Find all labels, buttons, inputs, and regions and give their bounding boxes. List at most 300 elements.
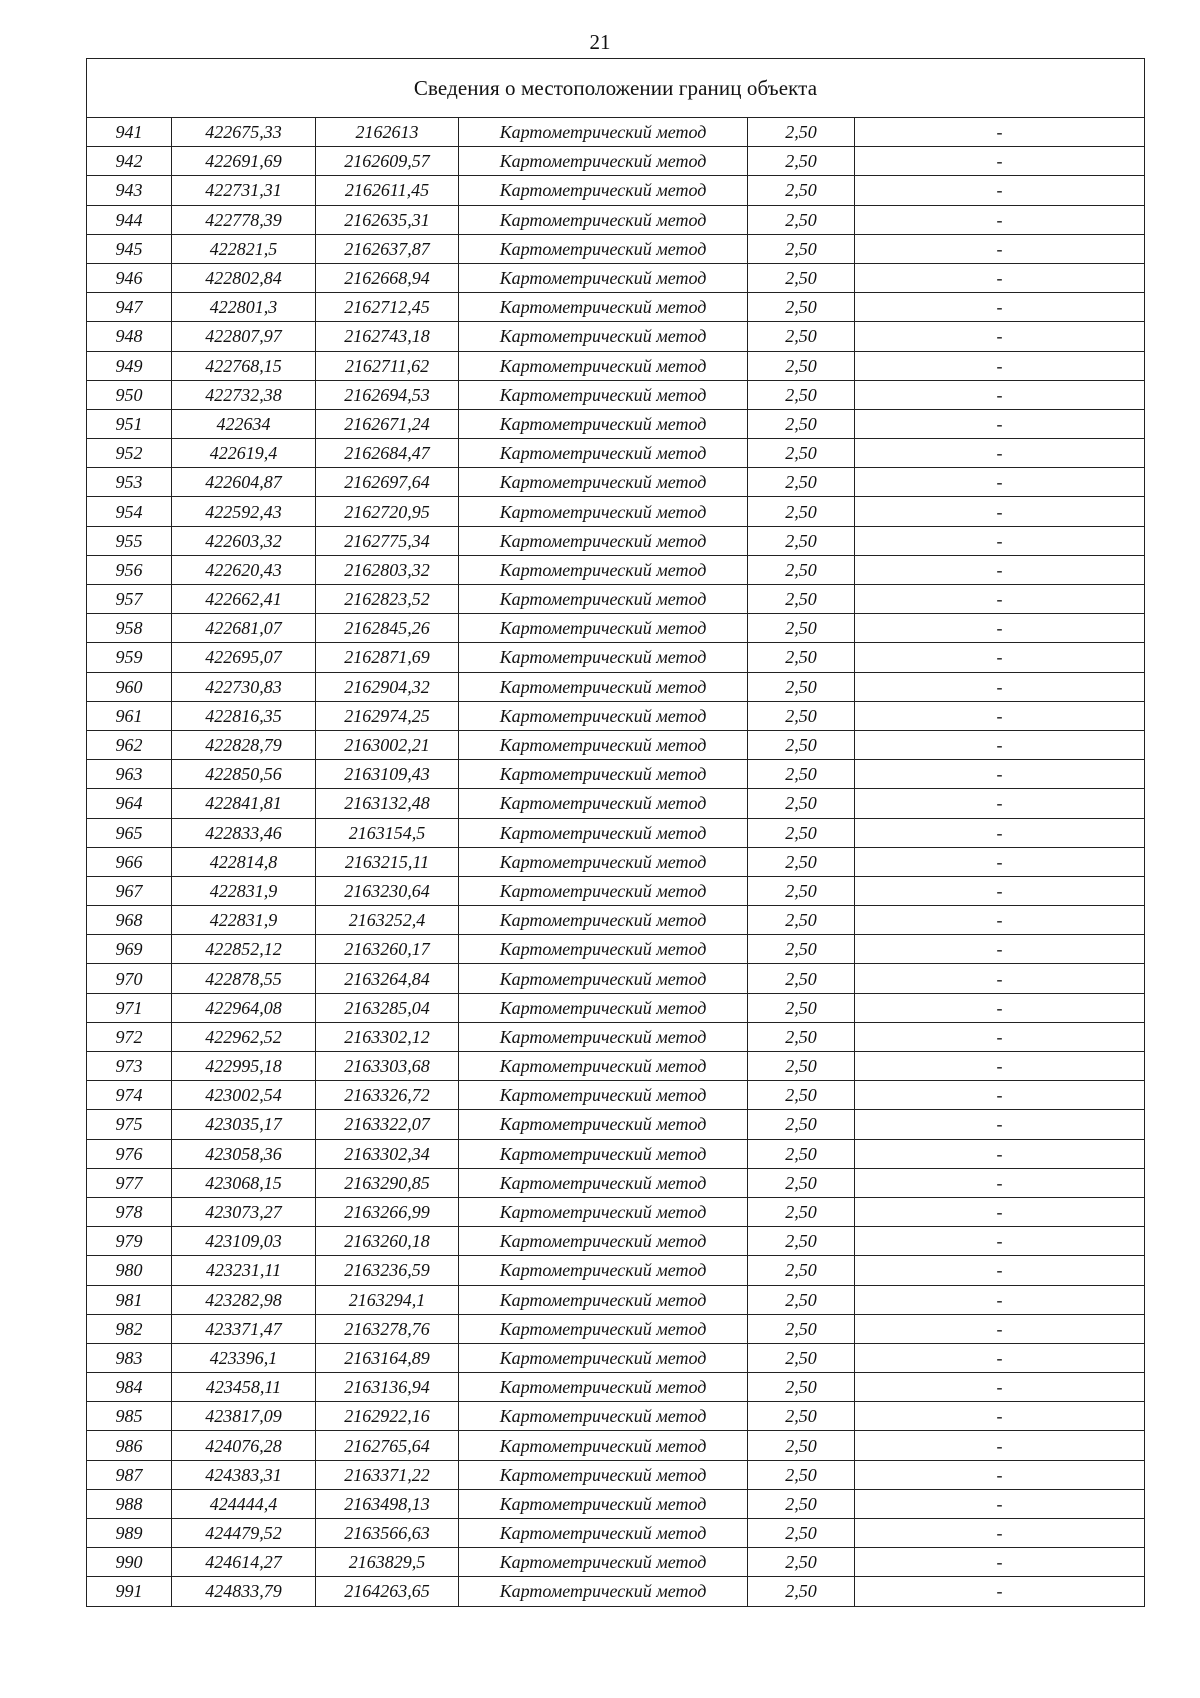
method-cell: Картометрический метод <box>459 1256 748 1285</box>
table-row <box>87 555 1145 584</box>
description-cell: - <box>855 526 1145 555</box>
method-cell: Картометрический метод <box>459 672 748 701</box>
method-cell: Картометрический метод <box>459 1343 748 1372</box>
point-number-cell: 959 <box>87 643 172 672</box>
accuracy-cell: 2,50 <box>748 585 855 614</box>
table-row <box>87 234 1145 263</box>
y-coordinate-cell: 2163498,13 <box>316 1489 459 1518</box>
y-coordinate-cell: 2162974,25 <box>316 701 459 730</box>
x-coordinate-cell: 424383,31 <box>172 1460 316 1489</box>
y-coordinate-cell: 2162637,87 <box>316 234 459 263</box>
x-coordinate-cell: 423073,27 <box>172 1197 316 1226</box>
table-row <box>87 1431 1145 1460</box>
description-cell: - <box>855 409 1145 438</box>
description-cell: - <box>855 1052 1145 1081</box>
y-coordinate-cell: 2163215,11 <box>316 847 459 876</box>
method-cell: Картометрический метод <box>459 935 748 964</box>
point-number-cell: 975 <box>87 1110 172 1139</box>
point-number-cell: 957 <box>87 585 172 614</box>
description-cell: - <box>855 439 1145 468</box>
description-cell: - <box>855 234 1145 263</box>
method-cell: Картометрический метод <box>459 614 748 643</box>
method-cell: Картометрический метод <box>459 964 748 993</box>
x-coordinate-cell: 422634 <box>172 409 316 438</box>
description-cell: - <box>855 1285 1145 1314</box>
y-coordinate-cell: 2162871,69 <box>316 643 459 672</box>
accuracy-cell: 2,50 <box>748 497 855 526</box>
x-coordinate-cell: 422730,83 <box>172 672 316 701</box>
table-row <box>87 1460 1145 1489</box>
table-row <box>87 789 1145 818</box>
x-coordinate-cell: 423068,15 <box>172 1168 316 1197</box>
method-cell: Картометрический метод <box>459 643 748 672</box>
y-coordinate-cell: 2162803,32 <box>316 555 459 584</box>
x-coordinate-cell: 423109,03 <box>172 1227 316 1256</box>
accuracy-cell: 2,50 <box>748 1197 855 1226</box>
description-cell: - <box>855 1139 1145 1168</box>
table-row <box>87 351 1145 380</box>
description-cell: - <box>855 1081 1145 1110</box>
point-number-cell: 977 <box>87 1168 172 1197</box>
table-row <box>87 1489 1145 1518</box>
method-cell: Картометрический метод <box>459 147 748 176</box>
method-cell: Картометрический метод <box>459 1081 748 1110</box>
description-cell: - <box>855 818 1145 847</box>
point-number-cell: 954 <box>87 497 172 526</box>
table-row <box>87 118 1145 147</box>
method-cell: Картометрический метод <box>459 409 748 438</box>
y-coordinate-cell: 2163290,85 <box>316 1168 459 1197</box>
point-number-cell: 965 <box>87 818 172 847</box>
y-coordinate-cell: 2162694,53 <box>316 380 459 409</box>
y-coordinate-cell: 2162743,18 <box>316 322 459 351</box>
table-row <box>87 701 1145 730</box>
method-cell: Картометрический метод <box>459 351 748 380</box>
accuracy-cell: 2,50 <box>748 1227 855 1256</box>
description-cell: - <box>855 643 1145 672</box>
y-coordinate-cell: 2163278,76 <box>316 1314 459 1343</box>
method-cell: Картометрический метод <box>459 1110 748 1139</box>
method-cell: Картометрический метод <box>459 322 748 351</box>
method-cell: Картометрический метод <box>459 555 748 584</box>
description-cell: - <box>855 1489 1145 1518</box>
y-coordinate-cell: 2163164,89 <box>316 1343 459 1372</box>
accuracy-cell: 2,50 <box>748 760 855 789</box>
point-number-cell: 991 <box>87 1577 172 1606</box>
accuracy-cell: 2,50 <box>748 1343 855 1372</box>
x-coordinate-cell: 422604,87 <box>172 468 316 497</box>
x-coordinate-cell: 424614,27 <box>172 1548 316 1577</box>
description-cell: - <box>855 1548 1145 1577</box>
y-coordinate-cell: 2163266,99 <box>316 1197 459 1226</box>
description-cell: - <box>855 760 1145 789</box>
point-number-cell: 970 <box>87 964 172 993</box>
accuracy-cell: 2,50 <box>748 935 855 964</box>
description-cell: - <box>855 906 1145 935</box>
x-coordinate-cell: 422831,9 <box>172 906 316 935</box>
point-number-cell: 984 <box>87 1373 172 1402</box>
description-cell: - <box>855 935 1145 964</box>
table-row <box>87 176 1145 205</box>
y-coordinate-cell: 2163260,17 <box>316 935 459 964</box>
point-number-cell: 953 <box>87 468 172 497</box>
y-coordinate-cell: 2163829,5 <box>316 1548 459 1577</box>
accuracy-cell: 2,50 <box>748 1110 855 1139</box>
point-number-cell: 986 <box>87 1431 172 1460</box>
table-row <box>87 1022 1145 1051</box>
accuracy-cell: 2,50 <box>748 1460 855 1489</box>
accuracy-cell: 2,50 <box>748 555 855 584</box>
y-coordinate-cell: 2162845,26 <box>316 614 459 643</box>
point-number-cell: 971 <box>87 993 172 1022</box>
x-coordinate-cell: 423817,09 <box>172 1402 316 1431</box>
x-coordinate-cell: 422768,15 <box>172 351 316 380</box>
y-coordinate-cell: 2163264,84 <box>316 964 459 993</box>
x-coordinate-cell: 422828,79 <box>172 730 316 759</box>
method-cell: Картометрический метод <box>459 993 748 1022</box>
accuracy-cell: 2,50 <box>748 701 855 730</box>
point-number-cell: 950 <box>87 380 172 409</box>
x-coordinate-cell: 422831,9 <box>172 876 316 905</box>
y-coordinate-cell: 2163303,68 <box>316 1052 459 1081</box>
point-number-cell: 976 <box>87 1139 172 1168</box>
description-cell: - <box>855 993 1145 1022</box>
point-number-cell: 978 <box>87 1197 172 1226</box>
point-number-cell: 967 <box>87 876 172 905</box>
description-cell: - <box>855 964 1145 993</box>
table-row <box>87 147 1145 176</box>
accuracy-cell: 2,50 <box>748 730 855 759</box>
table-row <box>87 643 1145 672</box>
x-coordinate-cell: 423231,11 <box>172 1256 316 1285</box>
x-coordinate-cell: 424076,28 <box>172 1431 316 1460</box>
point-number-cell: 952 <box>87 439 172 468</box>
method-cell: Картометрический метод <box>459 1548 748 1577</box>
method-cell: Картометрический метод <box>459 789 748 818</box>
accuracy-cell: 2,50 <box>748 1285 855 1314</box>
y-coordinate-cell: 2163302,12 <box>316 1022 459 1051</box>
y-coordinate-cell: 2162611,45 <box>316 176 459 205</box>
table-row <box>87 585 1145 614</box>
x-coordinate-cell: 422833,46 <box>172 818 316 847</box>
x-coordinate-cell: 422675,33 <box>172 118 316 147</box>
x-coordinate-cell: 422592,43 <box>172 497 316 526</box>
method-cell: Картометрический метод <box>459 118 748 147</box>
x-coordinate-cell: 424833,79 <box>172 1577 316 1606</box>
y-coordinate-cell: 2163132,48 <box>316 789 459 818</box>
accuracy-cell: 2,50 <box>748 205 855 234</box>
y-coordinate-cell: 2162609,57 <box>316 147 459 176</box>
description-cell: - <box>855 1343 1145 1372</box>
x-coordinate-cell: 422850,56 <box>172 760 316 789</box>
x-coordinate-cell: 422662,41 <box>172 585 316 614</box>
method-cell: Картометрический метод <box>459 1139 748 1168</box>
method-cell: Картометрический метод <box>459 380 748 409</box>
accuracy-cell: 2,50 <box>748 1052 855 1081</box>
accuracy-cell: 2,50 <box>748 293 855 322</box>
x-coordinate-cell: 422852,12 <box>172 935 316 964</box>
description-cell: - <box>855 555 1145 584</box>
accuracy-cell: 2,50 <box>748 1022 855 1051</box>
method-cell: Картометрический метод <box>459 701 748 730</box>
x-coordinate-cell: 422964,08 <box>172 993 316 1022</box>
accuracy-cell: 2,50 <box>748 876 855 905</box>
point-number-cell: 943 <box>87 176 172 205</box>
accuracy-cell: 2,50 <box>748 468 855 497</box>
x-coordinate-cell: 423396,1 <box>172 1343 316 1372</box>
x-coordinate-cell: 424444,4 <box>172 1489 316 1518</box>
table-row <box>87 964 1145 993</box>
table-title: Сведения о местоположении границ объекта <box>87 59 1145 118</box>
point-number-cell: 988 <box>87 1489 172 1518</box>
method-cell: Картометрический метод <box>459 205 748 234</box>
accuracy-cell: 2,50 <box>748 789 855 818</box>
method-cell: Картометрический метод <box>459 906 748 935</box>
point-number-cell: 962 <box>87 730 172 759</box>
y-coordinate-cell: 2163371,22 <box>316 1460 459 1489</box>
accuracy-cell: 2,50 <box>748 263 855 292</box>
method-cell: Картометрический метод <box>459 1314 748 1343</box>
x-coordinate-cell: 422802,84 <box>172 263 316 292</box>
accuracy-cell: 2,50 <box>748 1548 855 1577</box>
y-coordinate-cell: 2162823,52 <box>316 585 459 614</box>
table-row <box>87 263 1145 292</box>
y-coordinate-cell: 2162671,24 <box>316 409 459 438</box>
y-coordinate-cell: 2163109,43 <box>316 760 459 789</box>
point-number-cell: 947 <box>87 293 172 322</box>
accuracy-cell: 2,50 <box>748 409 855 438</box>
table-row <box>87 497 1145 526</box>
x-coordinate-cell: 422807,97 <box>172 322 316 351</box>
point-number-cell: 948 <box>87 322 172 351</box>
accuracy-cell: 2,50 <box>748 176 855 205</box>
table-row <box>87 1548 1145 1577</box>
description-cell: - <box>855 847 1145 876</box>
y-coordinate-cell: 2163294,1 <box>316 1285 459 1314</box>
accuracy-cell: 2,50 <box>748 118 855 147</box>
table-row <box>87 1227 1145 1256</box>
method-cell: Картометрический метод <box>459 1052 748 1081</box>
x-coordinate-cell: 422731,31 <box>172 176 316 205</box>
y-coordinate-cell: 2162684,47 <box>316 439 459 468</box>
accuracy-cell: 2,50 <box>748 1519 855 1548</box>
table-row <box>87 876 1145 905</box>
table-row <box>87 1577 1145 1606</box>
table-row <box>87 1519 1145 1548</box>
method-cell: Картометрический метод <box>459 1168 748 1197</box>
accuracy-cell: 2,50 <box>748 847 855 876</box>
point-number-cell: 946 <box>87 263 172 292</box>
method-cell: Картометрический метод <box>459 1022 748 1051</box>
description-cell: - <box>855 1314 1145 1343</box>
description-cell: - <box>855 789 1145 818</box>
point-number-cell: 979 <box>87 1227 172 1256</box>
table-row <box>87 672 1145 701</box>
accuracy-cell: 2,50 <box>748 1256 855 1285</box>
x-coordinate-cell: 422695,07 <box>172 643 316 672</box>
y-coordinate-cell: 2163326,72 <box>316 1081 459 1110</box>
point-number-cell: 980 <box>87 1256 172 1285</box>
method-cell: Картометрический метод <box>459 730 748 759</box>
table-row <box>87 1081 1145 1110</box>
x-coordinate-cell: 423035,17 <box>172 1110 316 1139</box>
table-row <box>87 1373 1145 1402</box>
y-coordinate-cell: 2163002,21 <box>316 730 459 759</box>
table-row <box>87 847 1145 876</box>
x-coordinate-cell: 422962,52 <box>172 1022 316 1051</box>
table-row <box>87 293 1145 322</box>
accuracy-cell: 2,50 <box>748 380 855 409</box>
point-number-cell: 973 <box>87 1052 172 1081</box>
method-cell: Картометрический метод <box>459 468 748 497</box>
method-cell: Картометрический метод <box>459 1577 748 1606</box>
accuracy-cell: 2,50 <box>748 818 855 847</box>
table-row <box>87 1314 1145 1343</box>
table-row <box>87 1343 1145 1372</box>
y-coordinate-cell: 2163302,34 <box>316 1139 459 1168</box>
table-row <box>87 322 1145 351</box>
accuracy-cell: 2,50 <box>748 1139 855 1168</box>
table-row <box>87 1168 1145 1197</box>
table-row <box>87 906 1145 935</box>
y-coordinate-cell: 2162668,94 <box>316 263 459 292</box>
method-cell: Картометрический метод <box>459 1402 748 1431</box>
description-cell: - <box>855 497 1145 526</box>
description-cell: - <box>855 614 1145 643</box>
method-cell: Картометрический метод <box>459 585 748 614</box>
accuracy-cell: 2,50 <box>748 1577 855 1606</box>
description-cell: - <box>855 1431 1145 1460</box>
accuracy-cell: 2,50 <box>748 906 855 935</box>
table-row <box>87 935 1145 964</box>
description-cell: - <box>855 701 1145 730</box>
y-coordinate-cell: 2162904,32 <box>316 672 459 701</box>
x-coordinate-cell: 422778,39 <box>172 205 316 234</box>
accuracy-cell: 2,50 <box>748 234 855 263</box>
table-row <box>87 409 1145 438</box>
description-cell: - <box>855 263 1145 292</box>
x-coordinate-cell: 423282,98 <box>172 1285 316 1314</box>
table-row <box>87 760 1145 789</box>
y-coordinate-cell: 2162720,95 <box>316 497 459 526</box>
description-cell: - <box>855 380 1145 409</box>
y-coordinate-cell: 2162697,64 <box>316 468 459 497</box>
method-cell: Картометрический метод <box>459 526 748 555</box>
description-cell: - <box>855 351 1145 380</box>
point-number-cell: 989 <box>87 1519 172 1548</box>
description-cell: - <box>855 118 1145 147</box>
x-coordinate-cell: 422821,5 <box>172 234 316 263</box>
accuracy-cell: 2,50 <box>748 964 855 993</box>
description-cell: - <box>855 1110 1145 1139</box>
point-number-cell: 972 <box>87 1022 172 1051</box>
method-cell: Картометрический метод <box>459 847 748 876</box>
description-cell: - <box>855 1402 1145 1431</box>
x-coordinate-cell: 422995,18 <box>172 1052 316 1081</box>
point-number-cell: 961 <box>87 701 172 730</box>
accuracy-cell: 2,50 <box>748 439 855 468</box>
table-row <box>87 614 1145 643</box>
accuracy-cell: 2,50 <box>748 1431 855 1460</box>
method-cell: Картометрический метод <box>459 1489 748 1518</box>
y-coordinate-cell: 2163285,04 <box>316 993 459 1022</box>
page-number: 21 <box>589 30 611 54</box>
table-row <box>87 468 1145 497</box>
table-title-row <box>87 59 1145 118</box>
y-coordinate-cell: 2162765,64 <box>316 1431 459 1460</box>
accuracy-cell: 2,50 <box>748 351 855 380</box>
description-cell: - <box>855 1168 1145 1197</box>
point-number-cell: 990 <box>87 1548 172 1577</box>
method-cell: Картометрический метод <box>459 176 748 205</box>
accuracy-cell: 2,50 <box>748 1373 855 1402</box>
method-cell: Картометрический метод <box>459 876 748 905</box>
point-number-cell: 941 <box>87 118 172 147</box>
point-number-cell: 951 <box>87 409 172 438</box>
point-number-cell: 960 <box>87 672 172 701</box>
y-coordinate-cell: 2163322,07 <box>316 1110 459 1139</box>
y-coordinate-cell: 2164263,65 <box>316 1577 459 1606</box>
method-cell: Картометрический метод <box>459 1285 748 1314</box>
x-coordinate-cell: 422619,4 <box>172 439 316 468</box>
method-cell: Картометрический метод <box>459 1227 748 1256</box>
table-row <box>87 1197 1145 1226</box>
table-row <box>87 993 1145 1022</box>
y-coordinate-cell: 2163154,5 <box>316 818 459 847</box>
table-row <box>87 380 1145 409</box>
point-number-cell: 964 <box>87 789 172 818</box>
point-number-cell: 985 <box>87 1402 172 1431</box>
x-coordinate-cell: 422816,35 <box>172 701 316 730</box>
table-row <box>87 1285 1145 1314</box>
method-cell: Картометрический метод <box>459 1373 748 1402</box>
point-number-cell: 963 <box>87 760 172 789</box>
accuracy-cell: 2,50 <box>748 1168 855 1197</box>
x-coordinate-cell: 423371,47 <box>172 1314 316 1343</box>
method-cell: Картометрический метод <box>459 234 748 263</box>
table-row <box>87 1052 1145 1081</box>
point-number-cell: 958 <box>87 614 172 643</box>
method-cell: Картометрический метод <box>459 293 748 322</box>
x-coordinate-cell: 422691,69 <box>172 147 316 176</box>
x-coordinate-cell: 423458,11 <box>172 1373 316 1402</box>
x-coordinate-cell: 424479,52 <box>172 1519 316 1548</box>
accuracy-cell: 2,50 <box>748 643 855 672</box>
description-cell: - <box>855 293 1145 322</box>
method-cell: Картометрический метод <box>459 1197 748 1226</box>
y-coordinate-cell: 2163230,64 <box>316 876 459 905</box>
accuracy-cell: 2,50 <box>748 322 855 351</box>
y-coordinate-cell: 2163260,18 <box>316 1227 459 1256</box>
x-coordinate-cell: 423002,54 <box>172 1081 316 1110</box>
description-cell: - <box>855 1022 1145 1051</box>
point-number-cell: 982 <box>87 1314 172 1343</box>
point-number-cell: 968 <box>87 906 172 935</box>
accuracy-cell: 2,50 <box>748 993 855 1022</box>
method-cell: Картометрический метод <box>459 818 748 847</box>
method-cell: Картометрический метод <box>459 263 748 292</box>
accuracy-cell: 2,50 <box>748 526 855 555</box>
description-cell: - <box>855 176 1145 205</box>
point-number-cell: 942 <box>87 147 172 176</box>
x-coordinate-cell: 422681,07 <box>172 614 316 643</box>
point-number-cell: 955 <box>87 526 172 555</box>
description-cell: - <box>855 672 1145 701</box>
x-coordinate-cell: 422841,81 <box>172 789 316 818</box>
y-coordinate-cell: 2162635,31 <box>316 205 459 234</box>
point-number-cell: 949 <box>87 351 172 380</box>
description-cell: - <box>855 468 1145 497</box>
